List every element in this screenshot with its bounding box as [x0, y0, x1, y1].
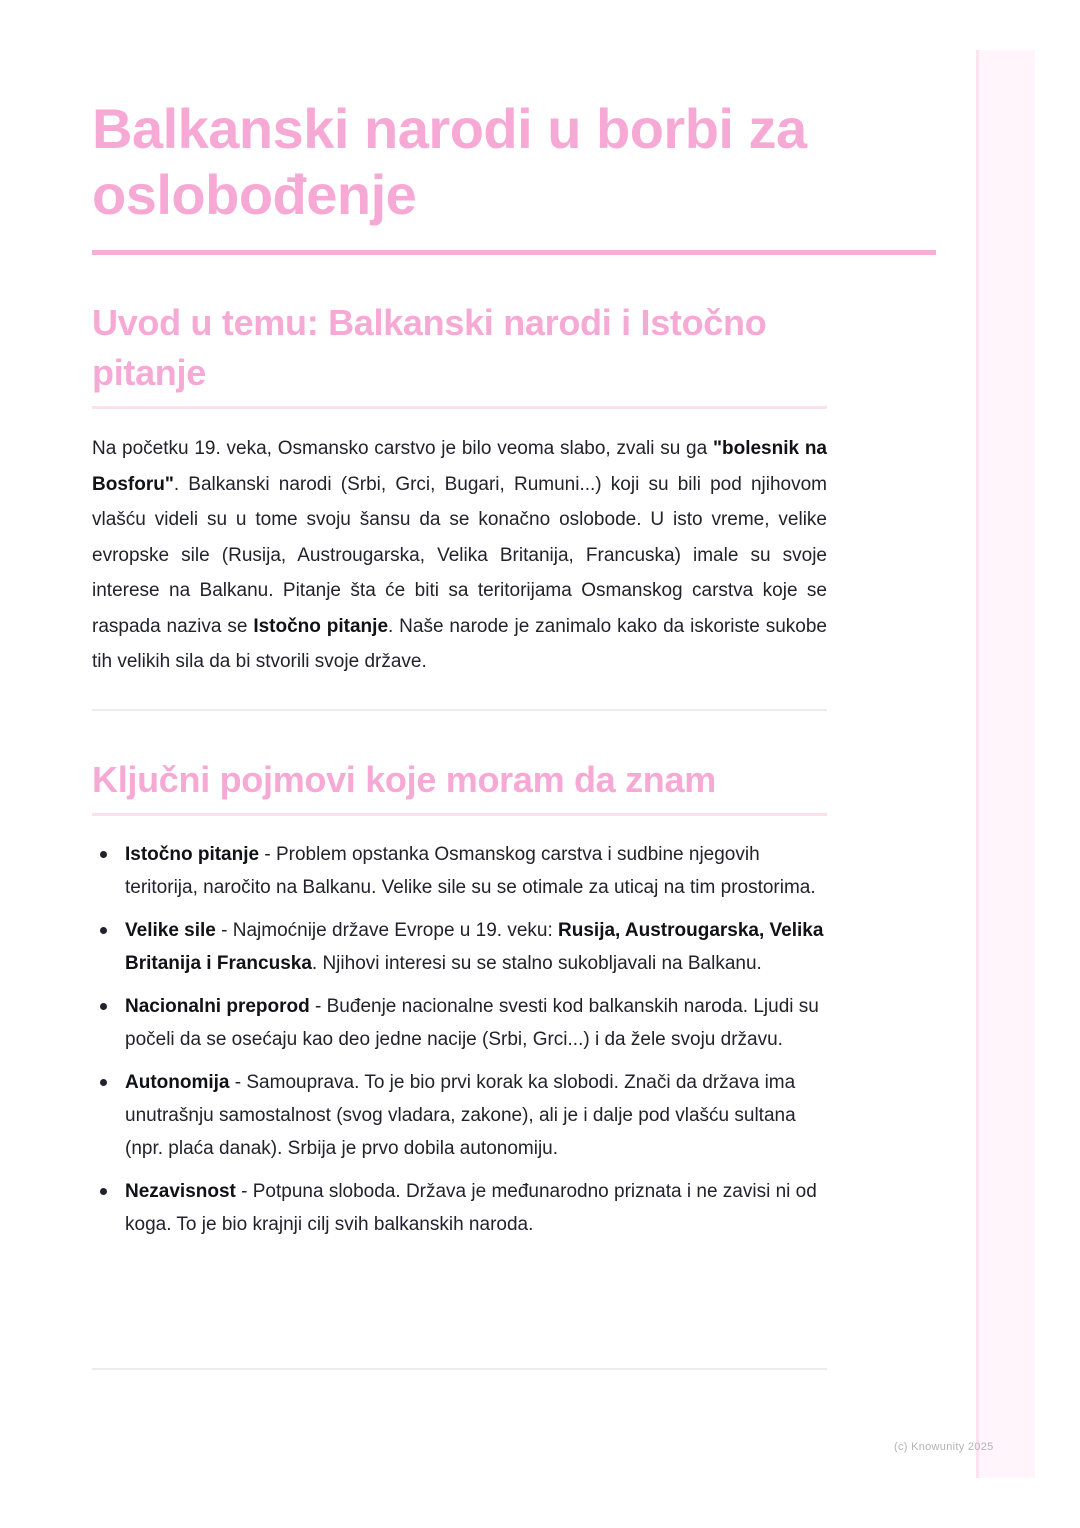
intro-text-3: . Naše narode je zanimalo kako da iskoriste sukobe tih velikih sila da bi stvorili svoje države.	[92, 615, 827, 672]
intro-paragraph	[92, 431, 827, 680]
intro-bold-1: "bolesnik na Bosforu"	[92, 438, 827, 495]
section-intro-underline	[92, 406, 827, 409]
section-heading-key-terms: Ključni pojmovi koje moram da znam	[92, 759, 716, 800]
section-divider	[92, 709, 827, 711]
title-underline	[92, 250, 936, 255]
term-label: Nezavisnost	[125, 1181, 236, 1202]
term-definition: - Najmoćnije države Evrope u 19. veku:	[215, 920, 559, 941]
term-label: Autonomija	[125, 1072, 230, 1093]
list-item	[92, 1066, 832, 1165]
key-terms-list	[92, 838, 832, 1251]
term-definition-continued: . Njihovi interesi su se stalno sukobljavali na Balkanu.	[311, 953, 762, 974]
bullet-icon	[100, 851, 107, 858]
bullet-icon	[100, 1079, 107, 1086]
term-label: Istočno pitanje	[125, 844, 260, 865]
term-definition-bold: Rusija, Austrougarska, Velika Britanija i Francuska	[125, 920, 824, 974]
list-item	[92, 914, 832, 980]
intro-text-1: Na početku 19. veka, Osmansko carstvo je bilo veoma slabo, zvali su ga	[92, 438, 713, 459]
bullet-icon	[100, 1003, 107, 1010]
list-item	[92, 1175, 832, 1241]
term-definition: - Problem opstanka Osmanskog carstva i sudbine njegovih teritorija, naročito na Balkanu. Velike sile su se otimale za uticaj na tim prostorima.	[125, 844, 816, 898]
bullet-icon	[100, 1188, 107, 1195]
section-heading-intro: Uvod u temu: Balkanski narodi i Istočno pitanje	[92, 302, 767, 393]
intro-bold-2: Istočno pitanje	[253, 615, 389, 637]
term-definition: - Samouprava. To je bio prvi korak ka slobodi. Znači da država ima unutrašnju samostalnost (svog vladara, zakone), ali je i dalje pod vlašću sultana (npr. plaća danak). Srbija je prvo dobila autonomiju.	[125, 1072, 796, 1159]
term-label: Velike sile	[125, 920, 216, 941]
copyright-notice: (c) Knowunity 2025	[894, 1441, 994, 1453]
page-title: Balkanski narodi u borbi za oslobođenje	[92, 97, 807, 226]
intro-text-2: . Balkanski narodi (Srbi, Grci, Bugari, Rumuni...) koji su bili pod njihovom vlašću videli su u tome svoju šansu da se konačno oslobode. U isto vreme, velike evropske sile (Rusija, Austrougarska, Velika Britanija, Francuska) imale su svoje interese na Balkanu. Pitanje šta će biti sa teritorijama Osmanskog carstva koje se raspada naziva se	[92, 473, 827, 637]
section-key-terms-underline	[92, 813, 827, 816]
page-side-strip	[976, 50, 1035, 1478]
term-definition: - Buđenje nacionalne svesti kod balkanskih naroda. Ljudi su počeli da se osećaju kao deo jedne nacije (Srbi, Grci...) i da žele svoju državu.	[125, 996, 819, 1050]
term-definition: - Potpuna sloboda. Država je međunarodno priznata i ne zavisi ni od koga. To je bio krajnji cilj svih balkanskih naroda.	[125, 1181, 817, 1235]
list-item	[92, 990, 832, 1056]
term-label: Nacionalni preporod	[125, 996, 310, 1017]
section-divider	[92, 1368, 827, 1370]
list-item	[92, 838, 832, 904]
bullet-icon	[100, 927, 107, 934]
